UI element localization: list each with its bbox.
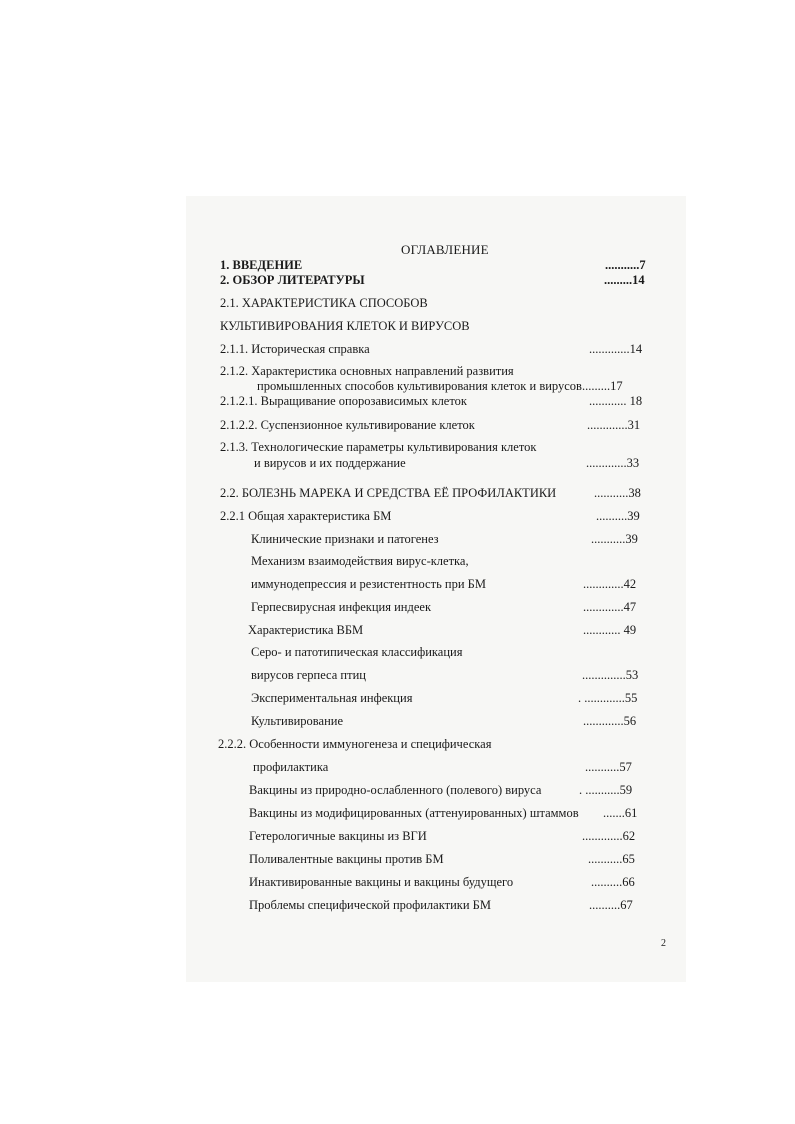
toc-page-number: ..........67 bbox=[589, 898, 633, 912]
toc-section-heading: 2.2. БОЛЕЗНЬ МАРЕКА И СРЕДСТВА ЕЁ ПРОФИЛАКТИКИ bbox=[220, 486, 557, 500]
toc-entry: 2.1.3. Технологические параметры культивирования клеток bbox=[220, 440, 537, 454]
toc-entry: Экспериментальная инфекция bbox=[251, 691, 413, 705]
toc-page-number: ..........39 bbox=[596, 509, 640, 523]
toc-page-number: .............31 bbox=[587, 418, 641, 432]
toc-page-number: .......61 bbox=[603, 806, 638, 820]
toc-entry: Механизм взаимодействия вирус-клетка, bbox=[251, 554, 469, 568]
toc-page-number: ............ 18 bbox=[589, 394, 643, 408]
toc-page-number: .............47 bbox=[583, 600, 637, 614]
toc-page-number: .............62 bbox=[582, 829, 636, 843]
toc-entry: профилактика bbox=[253, 760, 329, 774]
toc-entry: Вакцины из модифицированных (аттенуированных) штаммов bbox=[249, 806, 579, 820]
toc-entry: Характеристика ВБМ bbox=[248, 623, 364, 637]
toc-entry: Герпесвирусная инфекция индеек bbox=[251, 600, 432, 614]
toc-entry: Поливалентные вакцины против БМ bbox=[249, 852, 444, 866]
toc-entry: 2.1.2.2. Суспензионное культивирование клеток bbox=[220, 418, 475, 432]
toc-entry: 2.1.1. Историческая справка bbox=[220, 342, 370, 356]
toc-entry: Серо- и патотипическая классификация bbox=[251, 645, 463, 659]
toc-page-number: .............33 bbox=[586, 456, 640, 470]
toc-entry: промышленных способов культивирования клеток и вирусов.........17 bbox=[257, 379, 623, 393]
page-title: ОГЛАВЛЕНИЕ bbox=[401, 242, 489, 257]
toc-page-number: . ...........59 bbox=[579, 783, 633, 797]
toc-entry: Гетерологичные вакцины из ВГИ bbox=[249, 829, 427, 843]
toc-entry: иммунодепрессия и резистентность при БМ bbox=[251, 577, 486, 591]
toc-page-number: ..............53 bbox=[582, 668, 639, 682]
toc-entry: Инактивированные вакцины и вакцины будущего bbox=[249, 875, 514, 889]
toc-section-heading: 2.1. ХАРАКТЕРИСТИКА СПОСОБОВ bbox=[220, 296, 428, 310]
toc-page-number: . .............55 bbox=[578, 691, 638, 705]
toc-section-heading: КУЛЬТИВИРОВАНИЯ КЛЕТОК И ВИРУСОВ bbox=[220, 319, 470, 333]
toc-entry-literature-review: 2. ОБЗОР ЛИТЕРАТУРЫ bbox=[220, 273, 365, 287]
toc-page-number: ..........66 bbox=[591, 875, 635, 889]
toc-entry-introduction: 1. ВВЕДЕНИЕ bbox=[220, 258, 303, 272]
toc-entry: и вирусов и их поддержание bbox=[254, 456, 406, 470]
toc-page-number: ............ 49 bbox=[583, 623, 637, 637]
toc-page-number: ...........57 bbox=[585, 760, 632, 774]
toc-entry: Вакцины из природно-ослабленного (полевого) вируса bbox=[249, 783, 542, 797]
toc-entry: 2.2.2. Особенности иммуногенеза и специфическая bbox=[218, 737, 492, 751]
toc-entry: Культивирование bbox=[251, 714, 344, 728]
toc-entry: 2.2.1 Общая характеристика БМ bbox=[220, 509, 392, 523]
toc-entry: вирусов герпеса птиц bbox=[251, 668, 366, 682]
toc-page-number: .........14 bbox=[604, 273, 645, 287]
toc-page-number: ...........38 bbox=[594, 486, 641, 500]
toc-page-number: .............14 bbox=[589, 342, 643, 356]
toc-page-number: ...........65 bbox=[588, 852, 635, 866]
toc-page-number: ...........7 bbox=[605, 258, 646, 272]
toc-page-number: .............42 bbox=[583, 577, 637, 591]
toc-entry: Проблемы специфической профилактики БМ bbox=[249, 898, 491, 912]
page-number: 2 bbox=[661, 938, 666, 949]
toc-entry: 2.1.2.1. Выращивание опорозависимых клеток bbox=[220, 394, 467, 408]
toc-entry: Клинические признаки и патогенез bbox=[251, 532, 439, 546]
toc-page-number: .............56 bbox=[583, 714, 637, 728]
toc-page-number: ...........39 bbox=[591, 532, 638, 546]
toc-entry: 2.1.2. Характеристика основных направлений развития bbox=[220, 364, 514, 378]
